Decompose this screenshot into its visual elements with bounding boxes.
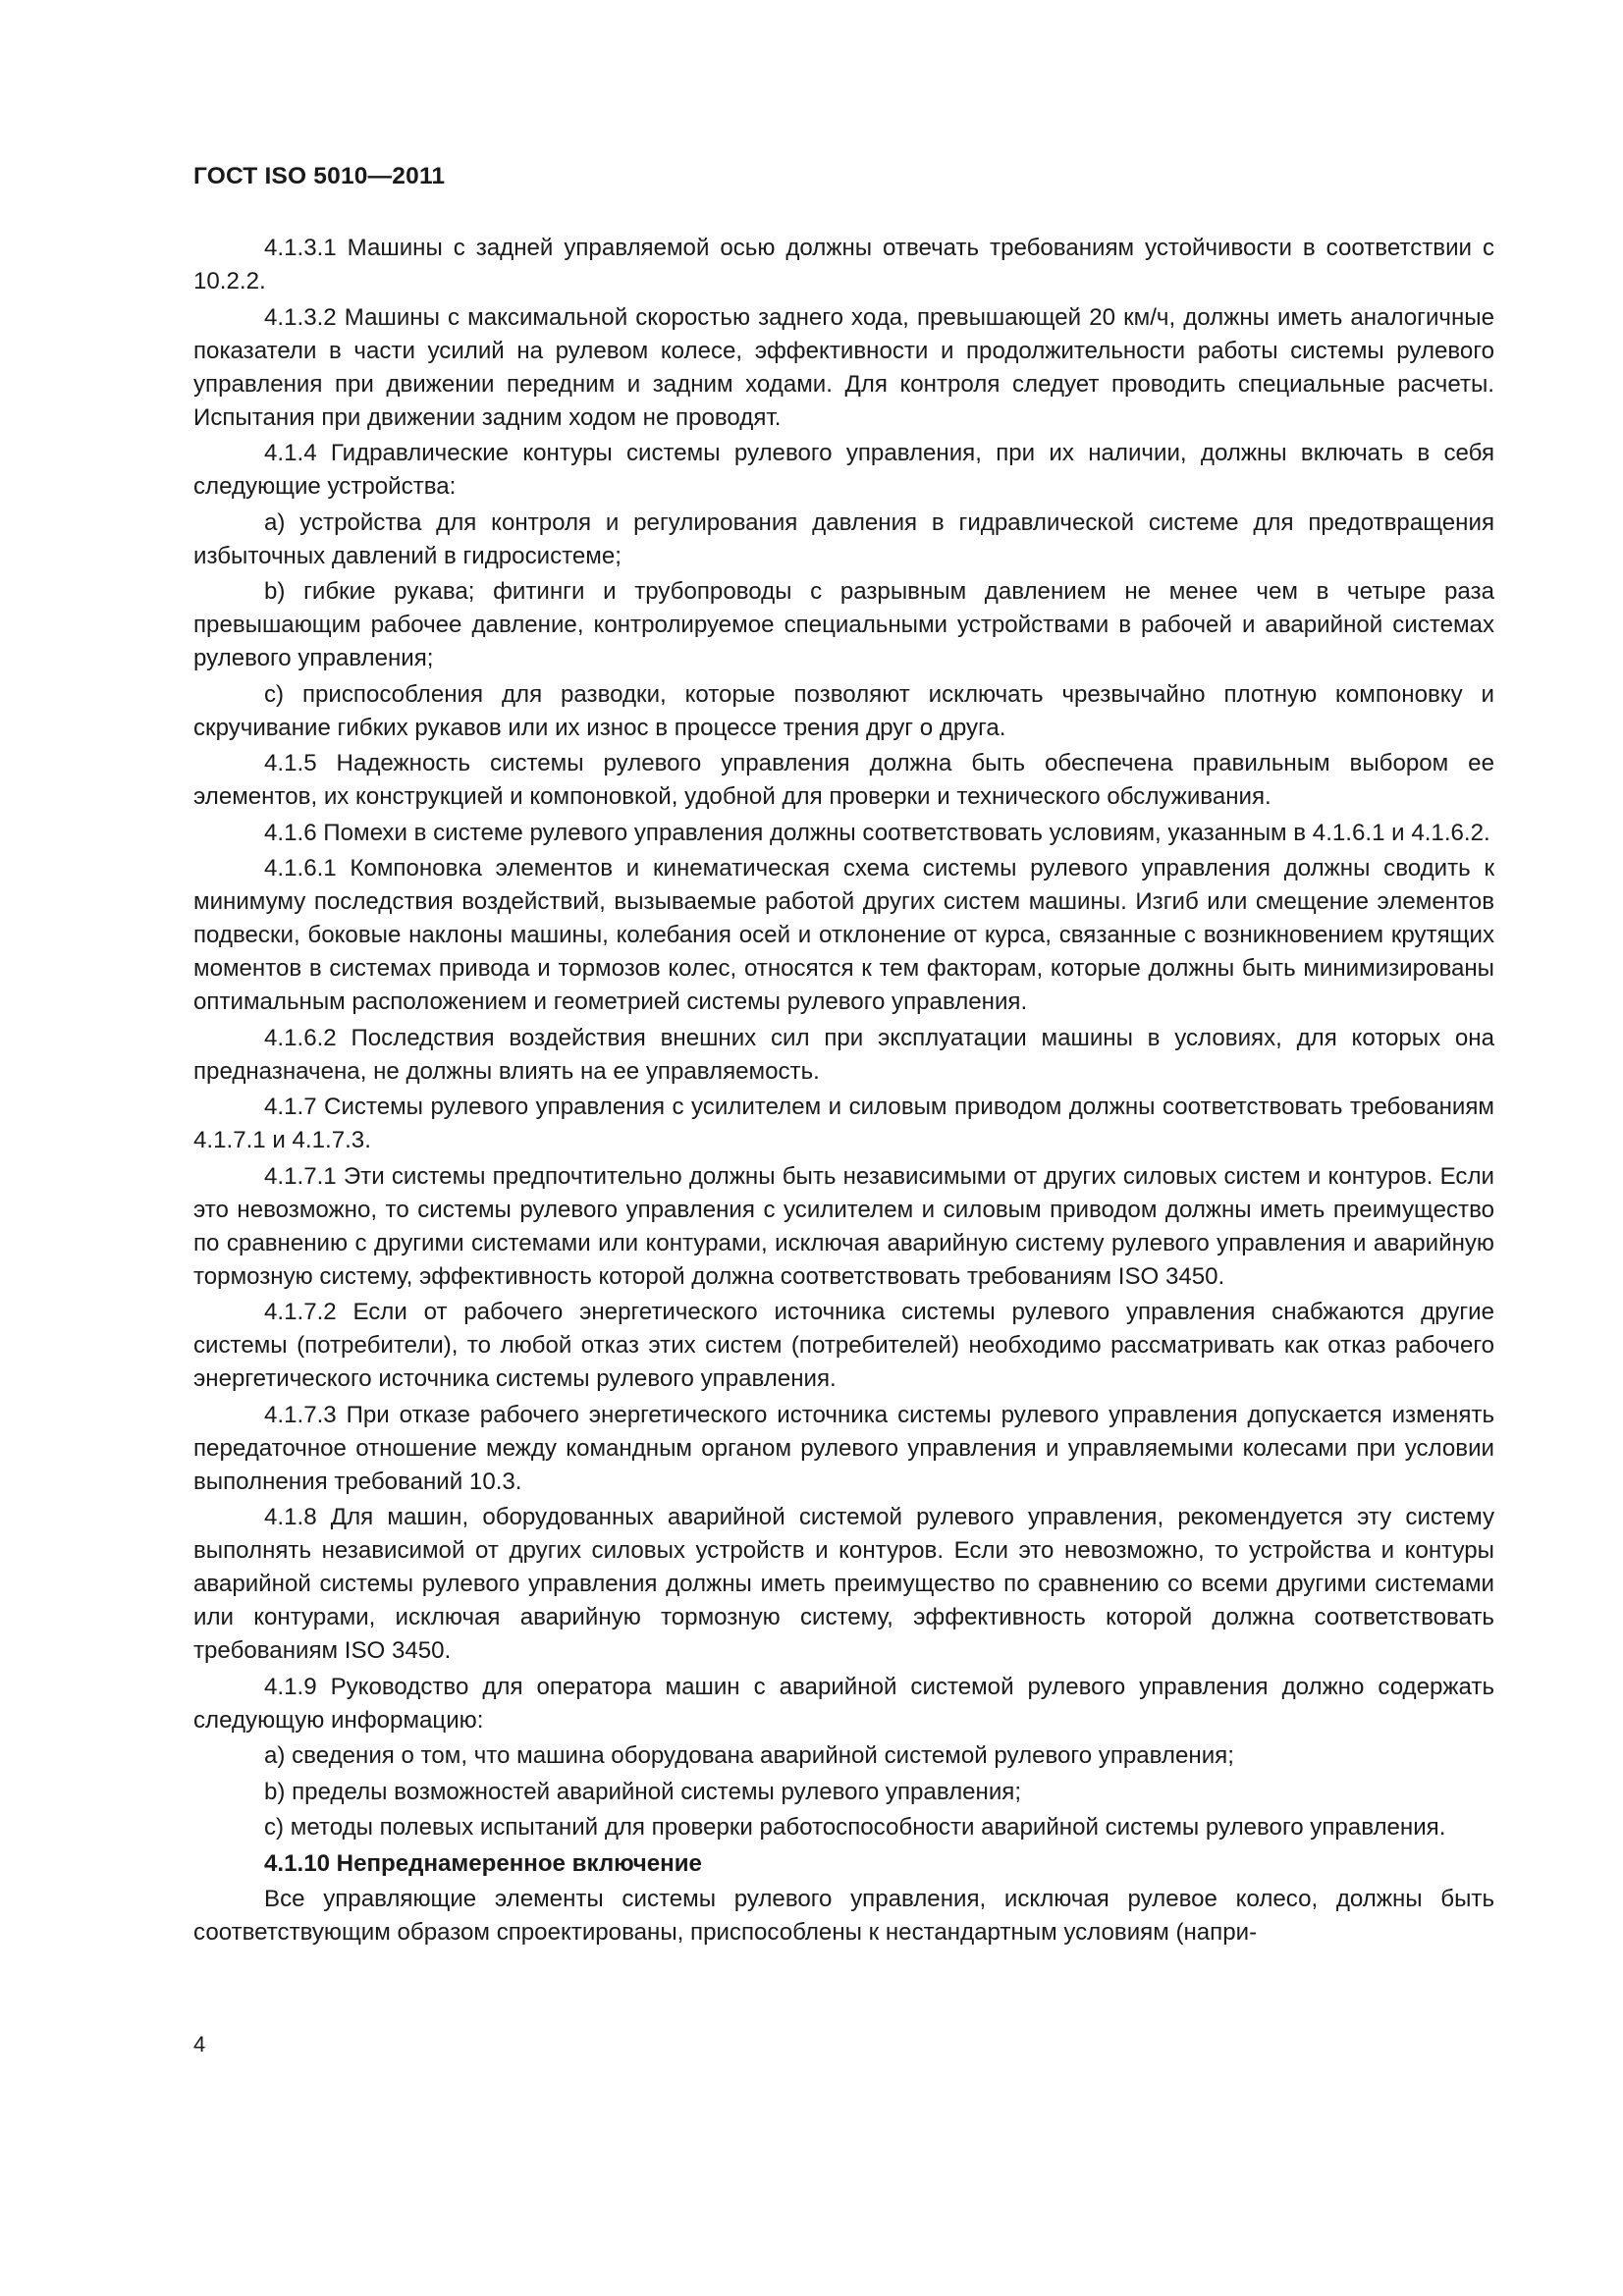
- list-item-4-1-4-b: b) гибкие рукава; фитинги и трубопроводы с разрывным давлением не менее чем в четыре раза превышающим рабочее давление, контролируемое специальными устройствами в рабочей и аварийной системах рулевого управления;: [193, 578, 1494, 671]
- paragraph-4-1-7-3: 4.1.7.3 При отказе рабочего энергетического источника системы рулевого управления допускается изменять передаточное отношение между командным органом рулевого управления и управляемыми колесами при условии выполнения требований 10.3.: [193, 1401, 1494, 1495]
- document-body: [193, 232, 1494, 1952]
- paragraph-4-1-10-body: Все управляющие элементы системы рулевого управления, исключая рулевое колесо, должны быть соответствующим образом спроектированы, приспособлены к нестандартным условиям (напри-: [193, 1886, 1494, 1946]
- paragraph-4-1-3-1: 4.1.3.1 Машины с задней управляемой осью должны отвечать требованиям устойчивости в соответствии с 10.2.2.: [193, 235, 1494, 294]
- document-header-title: ГОСТ ISO 5010—2011: [193, 163, 446, 189]
- list-item-4-1-9-a: a) сведения о том, что машина оборудована аварийной системой рулевого управления;: [264, 1742, 1234, 1769]
- paragraph-4-1-7-1: 4.1.7.1 Эти системы предпочтительно должны быть независимыми от других силовых систем и контуров. Если это невозможно, то системы рулевого управления с усилителем и силовым приводом должны иметь преимущество по сравнению с другими системами или контурами, исключая аварийную систему рулевого управления и аварийную тормозную систему, эффективность которой должна соответствовать требованиям ISO 3450.: [193, 1162, 1494, 1290]
- section-heading-4-1-10: 4.1.10 Непреднамеренное включение: [264, 1849, 702, 1877]
- paragraph-4-1-7: 4.1.7 Системы рулевого управления с усилителем и силовым приводом должны соответствовать требованиям 4.1.7.1 и 4.1.7.3.: [193, 1094, 1494, 1153]
- paragraph-4-1-7-2: 4.1.7.2 Если от рабочего энергетического источника системы рулевого управления снабжаются другие системы (потребители), то любой отказ этих систем (потребителей) необходимо рассматривать как отказ рабочего энергетического источника системы рулевого управления.: [193, 1299, 1494, 1392]
- list-item-4-1-9-b: b) пределы возможностей аварийной системы рулевого управления;: [264, 1778, 1022, 1805]
- paragraph-4-1-6-1: 4.1.6.1 Компоновка элементов и кинематическая схема системы рулевого управления должны сводить к минимуму последствия воздействий, вызываемые работой других систем машины. Изгиб или смещение элементов подвески, боковые наклоны машины, колебания осей и отклонение от курса, связанные с возникновением крутящих моментов в системах привода и тормозов колес, относятся к тем факторам, которые должны быть минимизированы оптимальным расположением и геометрией системы рулевого управления.: [193, 855, 1494, 1015]
- list-item-4-1-9-c: c) методы полевых испытаний для проверки работоспособности аварийной системы рулевого управления.: [264, 1814, 1446, 1841]
- paragraph-4-1-6-2: 4.1.6.2 Последствия воздействия внешних сил при эксплуатации машины в условиях, для которых она предназначена, не должны влиять на ее управляемость.: [193, 1024, 1494, 1085]
- paragraph-4-1-5: 4.1.5 Надежность системы рулевого управления должна быть обеспечена правильным выбором ее элементов, их конструкцией и компоновкой, удобной для проверки и технического обслуживания.: [193, 750, 1494, 810]
- list-item-4-1-4-c: c) приспособления для разводки, которые позволяют исключать чрезвычайно плотную компоновку и скручивание гибких рукавов или их износ в процессе трения друг о друга.: [193, 680, 1494, 741]
- paragraph-4-1-4: 4.1.4 Гидравлические контуры системы рулевого управления, при их наличии, должны включать в себя следующие устройства:: [193, 440, 1494, 500]
- list-item-4-1-4-a: a) устройства для контроля и регулирования давления в гидравлической системе для предотвращения избыточных давлений в гидросистеме;: [193, 508, 1494, 569]
- paragraph-4-1-9: 4.1.9 Руководство для оператора машин с аварийной системой рулевого управления должно содержать следующую информацию:: [193, 1673, 1494, 1734]
- page-number: 4: [193, 2032, 206, 2056]
- paragraph-4-1-3-2: 4.1.3.2 Машины с максимальной скоростью заднего хода, превышающей 20 км/ч, должны иметь аналогичные показатели в части усилий на рулевом колесе, эффективности и продолжительности работы системы рулевого управления при движении передним и задним ходами. Для контроля следует проводить специальные расчеты. Испытания при движении задним ходом не проводят.: [193, 303, 1494, 431]
- paragraph-4-1-6: 4.1.6 Помехи в системе рулевого управления должны соответствовать условиям, указанным в 4.1.6.1 и 4.1.6.2.: [264, 819, 1490, 846]
- paragraph-4-1-8: 4.1.8 Для машин, оборудованных аварийной системой рулевого управления, рекомендуется эту систему выполнять независимой от других силовых устройств и контуров. Если это невозможно, то устройства и контуры аварийной системы рулевого управления должны иметь преимущество по сравнению со всеми другими системами или контурами, исключая аварийную тормозную систему, эффективность которой должна соответствовать требованиям ISO 3450.: [193, 1504, 1494, 1664]
